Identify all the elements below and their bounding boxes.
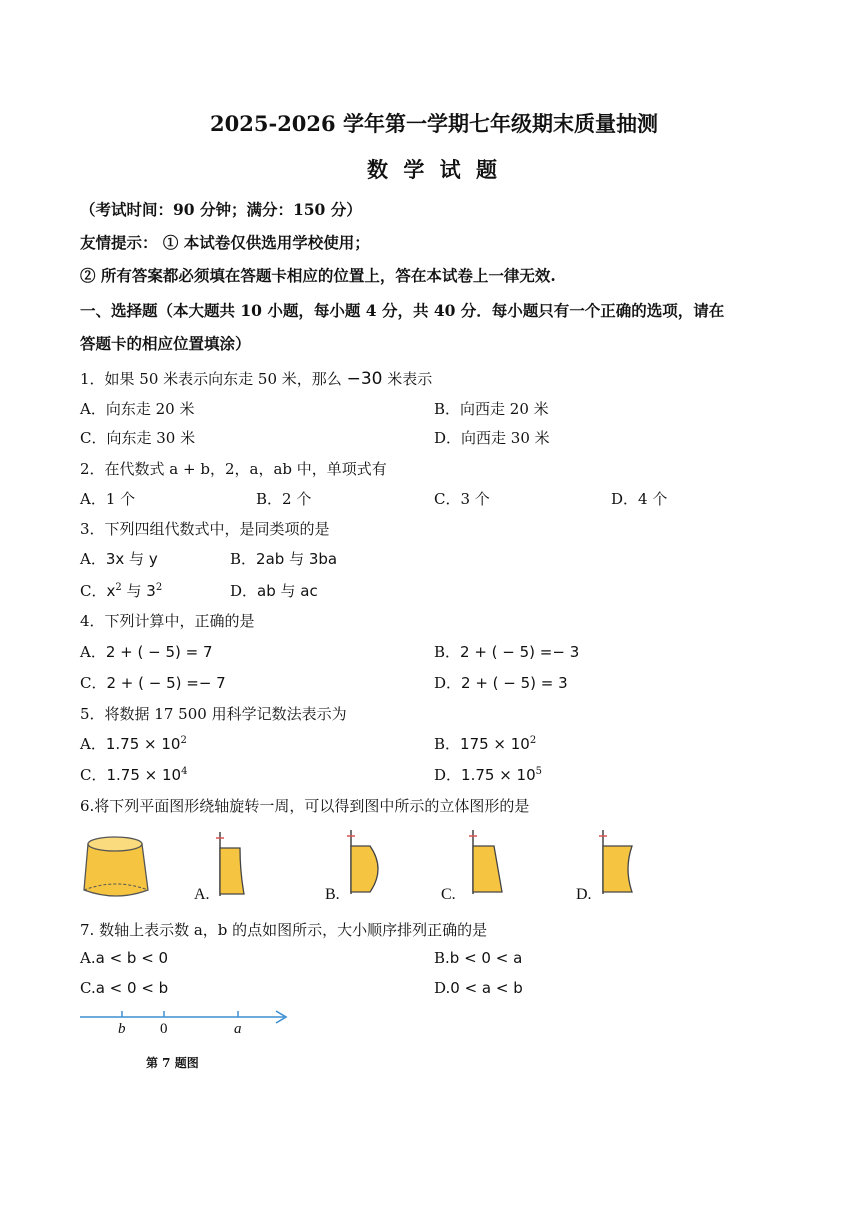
q4-option-b-expr: 2 + ( − 5) =− 3 — [460, 643, 580, 661]
q5-stem: 5．将数据 17 500 用科学记数法表示为 — [80, 705, 347, 723]
q3-option-a — [80, 548, 158, 569]
q4-option-d-expr: 2 + ( − 5) = 3 — [461, 674, 568, 692]
axis-label-zero: 0 — [160, 1021, 168, 1037]
q4-option-a-label: A． — [80, 643, 106, 661]
q5-option-c — [80, 764, 187, 785]
q3-option-a-mid: 与 — [124, 550, 149, 568]
q3-option-c-mid: 与 — [121, 582, 147, 600]
q7-option-d-label: D. — [434, 979, 451, 997]
q6-stem: 6.将下列平面图形绕轴旋转一周，可以得到图中所示的立体图形的是 — [80, 797, 530, 815]
axis-label-b: b — [118, 1021, 126, 1037]
q7-option-b-expr: b < 0 < a — [449, 949, 523, 967]
q5-option-c-exp: 4 — [181, 766, 188, 777]
q6-option-c-label: C. — [441, 886, 456, 903]
q5-option-d — [434, 764, 542, 785]
q4-stem: 4．下列计算中，正确的是 — [80, 612, 255, 630]
q3-option-c-label: C． — [80, 582, 107, 600]
q4-option-b-label: B． — [434, 643, 461, 661]
q4-option-b — [434, 641, 579, 662]
q2-option-c: C．3 个 — [434, 490, 490, 508]
shape-a-fill — [220, 848, 244, 894]
q5-option-a-base: 1.75 × 10 — [105, 735, 181, 753]
q3-option-b-mid: 与 — [284, 550, 309, 568]
q6-shape-d-figure — [594, 828, 639, 896]
q3-option-c — [80, 580, 162, 601]
q5-option-d-exp: 5 — [535, 766, 542, 777]
q4-option-a — [80, 641, 213, 662]
q7-stem: 7. 数轴上表示数 a，b 的点如图所示，大小顺序排列正确的是 — [80, 921, 488, 939]
q5-option-a-label: A． — [80, 735, 106, 753]
q5-option-b — [434, 733, 536, 754]
exam-info: （考试时间：90 分钟；满分：150 分） — [80, 200, 362, 219]
q7-option-c-label: C. — [80, 979, 96, 997]
q1-stem-text-a: 1．如果 50 米表示向东走 50 米，那么 — [80, 370, 342, 388]
q3-option-c-exp1: 2 — [115, 582, 122, 593]
q3-option-d-label: D． — [230, 582, 258, 600]
q3-option-a-term2: y — [148, 550, 158, 568]
q2-option-a: A．1 个 — [80, 490, 136, 508]
q1-stem — [80, 368, 432, 389]
q7-option-b — [434, 949, 522, 967]
q7-option-c — [80, 979, 168, 997]
axis-label-a: a — [234, 1021, 242, 1037]
page-title: 2025-2026 学年第一学期七年级期末质量抽测 — [210, 111, 658, 136]
q4-option-d-label: D． — [434, 674, 462, 692]
q3-option-d-term1: ab — [257, 582, 276, 600]
q4-option-d — [434, 672, 568, 693]
q5-option-d-base: 1.75 × 10 — [461, 766, 536, 784]
frustum-solid-figure — [78, 832, 154, 902]
q7-option-d — [434, 979, 523, 997]
q6-option-b-label: B. — [325, 886, 340, 903]
q3-option-b — [230, 548, 337, 569]
q4-option-c-expr: 2 + ( − 5) =− 7 — [106, 674, 226, 692]
page-subtitle: 数 学 试 题 — [367, 157, 501, 182]
q2-option-d: D．4 个 — [611, 490, 668, 508]
q3-option-d — [230, 580, 318, 601]
q5-option-d-label: D． — [434, 766, 462, 784]
frustum-top-face — [88, 837, 142, 851]
q5-option-b-base: 175 × 10 — [460, 735, 530, 753]
q5-option-c-base: 1.75 × 10 — [106, 766, 182, 784]
q1-stem-text-b: 米表示 — [387, 370, 433, 388]
q5-option-a-exp: 2 — [180, 735, 187, 746]
q3-option-c-exp2: 2 — [155, 582, 163, 593]
q3-option-a-term1: 3x — [105, 550, 125, 568]
q1-option-b: B．向西走 20 米 — [434, 400, 549, 418]
shape-c-fill — [473, 846, 502, 892]
q7-option-b-label: B. — [434, 949, 450, 967]
q3-option-d-mid: 与 — [275, 582, 301, 600]
q2-option-b: B．2 个 — [256, 490, 312, 508]
q7-option-c-expr: a < 0 < b — [95, 979, 169, 997]
number-line-figure — [78, 1006, 292, 1038]
q3-stem: 3．下列四组代数式中，是同类项的是 — [80, 520, 330, 538]
q6-option-d-label: D. — [576, 886, 592, 903]
q3-option-c-base1: x — [106, 582, 116, 600]
q3-option-d-term2: ac — [300, 582, 318, 600]
shape-b-fill — [351, 846, 378, 892]
q6-shape-c-figure — [464, 828, 509, 896]
q3-option-b-term2: 3ba — [308, 550, 338, 568]
q7-option-a-expr: a < b < 0 — [95, 949, 169, 967]
section-1-heading: 一、选择题（本大题共 10 小题，每小题 4 分，共 40 分．每小题只有一个正确的选项，请在 — [80, 301, 725, 320]
q5-option-b-exp: 2 — [529, 735, 537, 746]
section-1-heading-cont: 答题卡的相应位置填涂） — [80, 334, 251, 353]
q3-option-b-term1: 2ab — [256, 550, 285, 568]
hint-line-2: ② 所有答案都必须填在答题卡相应的位置上，答在本试卷上一律无效. — [80, 266, 556, 285]
q3-option-b-label: B． — [230, 550, 257, 568]
q5-option-b-label: B． — [434, 735, 461, 753]
q1-stem-number: −30 — [346, 369, 383, 389]
q1-option-c: C．向东走 30 米 — [80, 429, 196, 447]
q4-option-c — [80, 672, 226, 693]
q7-figure-caption: 第 7 题图 — [146, 1056, 199, 1070]
q7-option-a — [80, 949, 168, 967]
q6-shape-b-figure — [342, 828, 387, 896]
q2-stem: 2．在代数式 a + b，2，a，ab 中，单项式有 — [80, 460, 387, 478]
q1-option-d: D．向西走 30 米 — [434, 429, 550, 447]
q4-option-c-label: C． — [80, 674, 107, 692]
q3-option-c-base2: 3 — [146, 582, 156, 600]
q5-option-c-label: C． — [80, 766, 107, 784]
q6-option-a-label: A. — [194, 886, 210, 903]
q7-option-d-expr: 0 < a < b — [450, 979, 523, 997]
shape-d-fill — [603, 846, 632, 892]
q5-option-a — [80, 733, 187, 754]
q6-shape-a-figure — [210, 830, 250, 898]
hint-line-1: 友情提示： ① 本试卷仅供选用学校使用； — [80, 233, 370, 252]
q1-option-a: A．向东走 20 米 — [80, 400, 195, 418]
q3-option-a-label: A． — [80, 550, 106, 568]
q4-option-a-expr: 2 + ( − 5) = 7 — [105, 643, 213, 661]
frustum-body — [84, 844, 148, 896]
q7-option-a-label: A. — [80, 949, 96, 967]
